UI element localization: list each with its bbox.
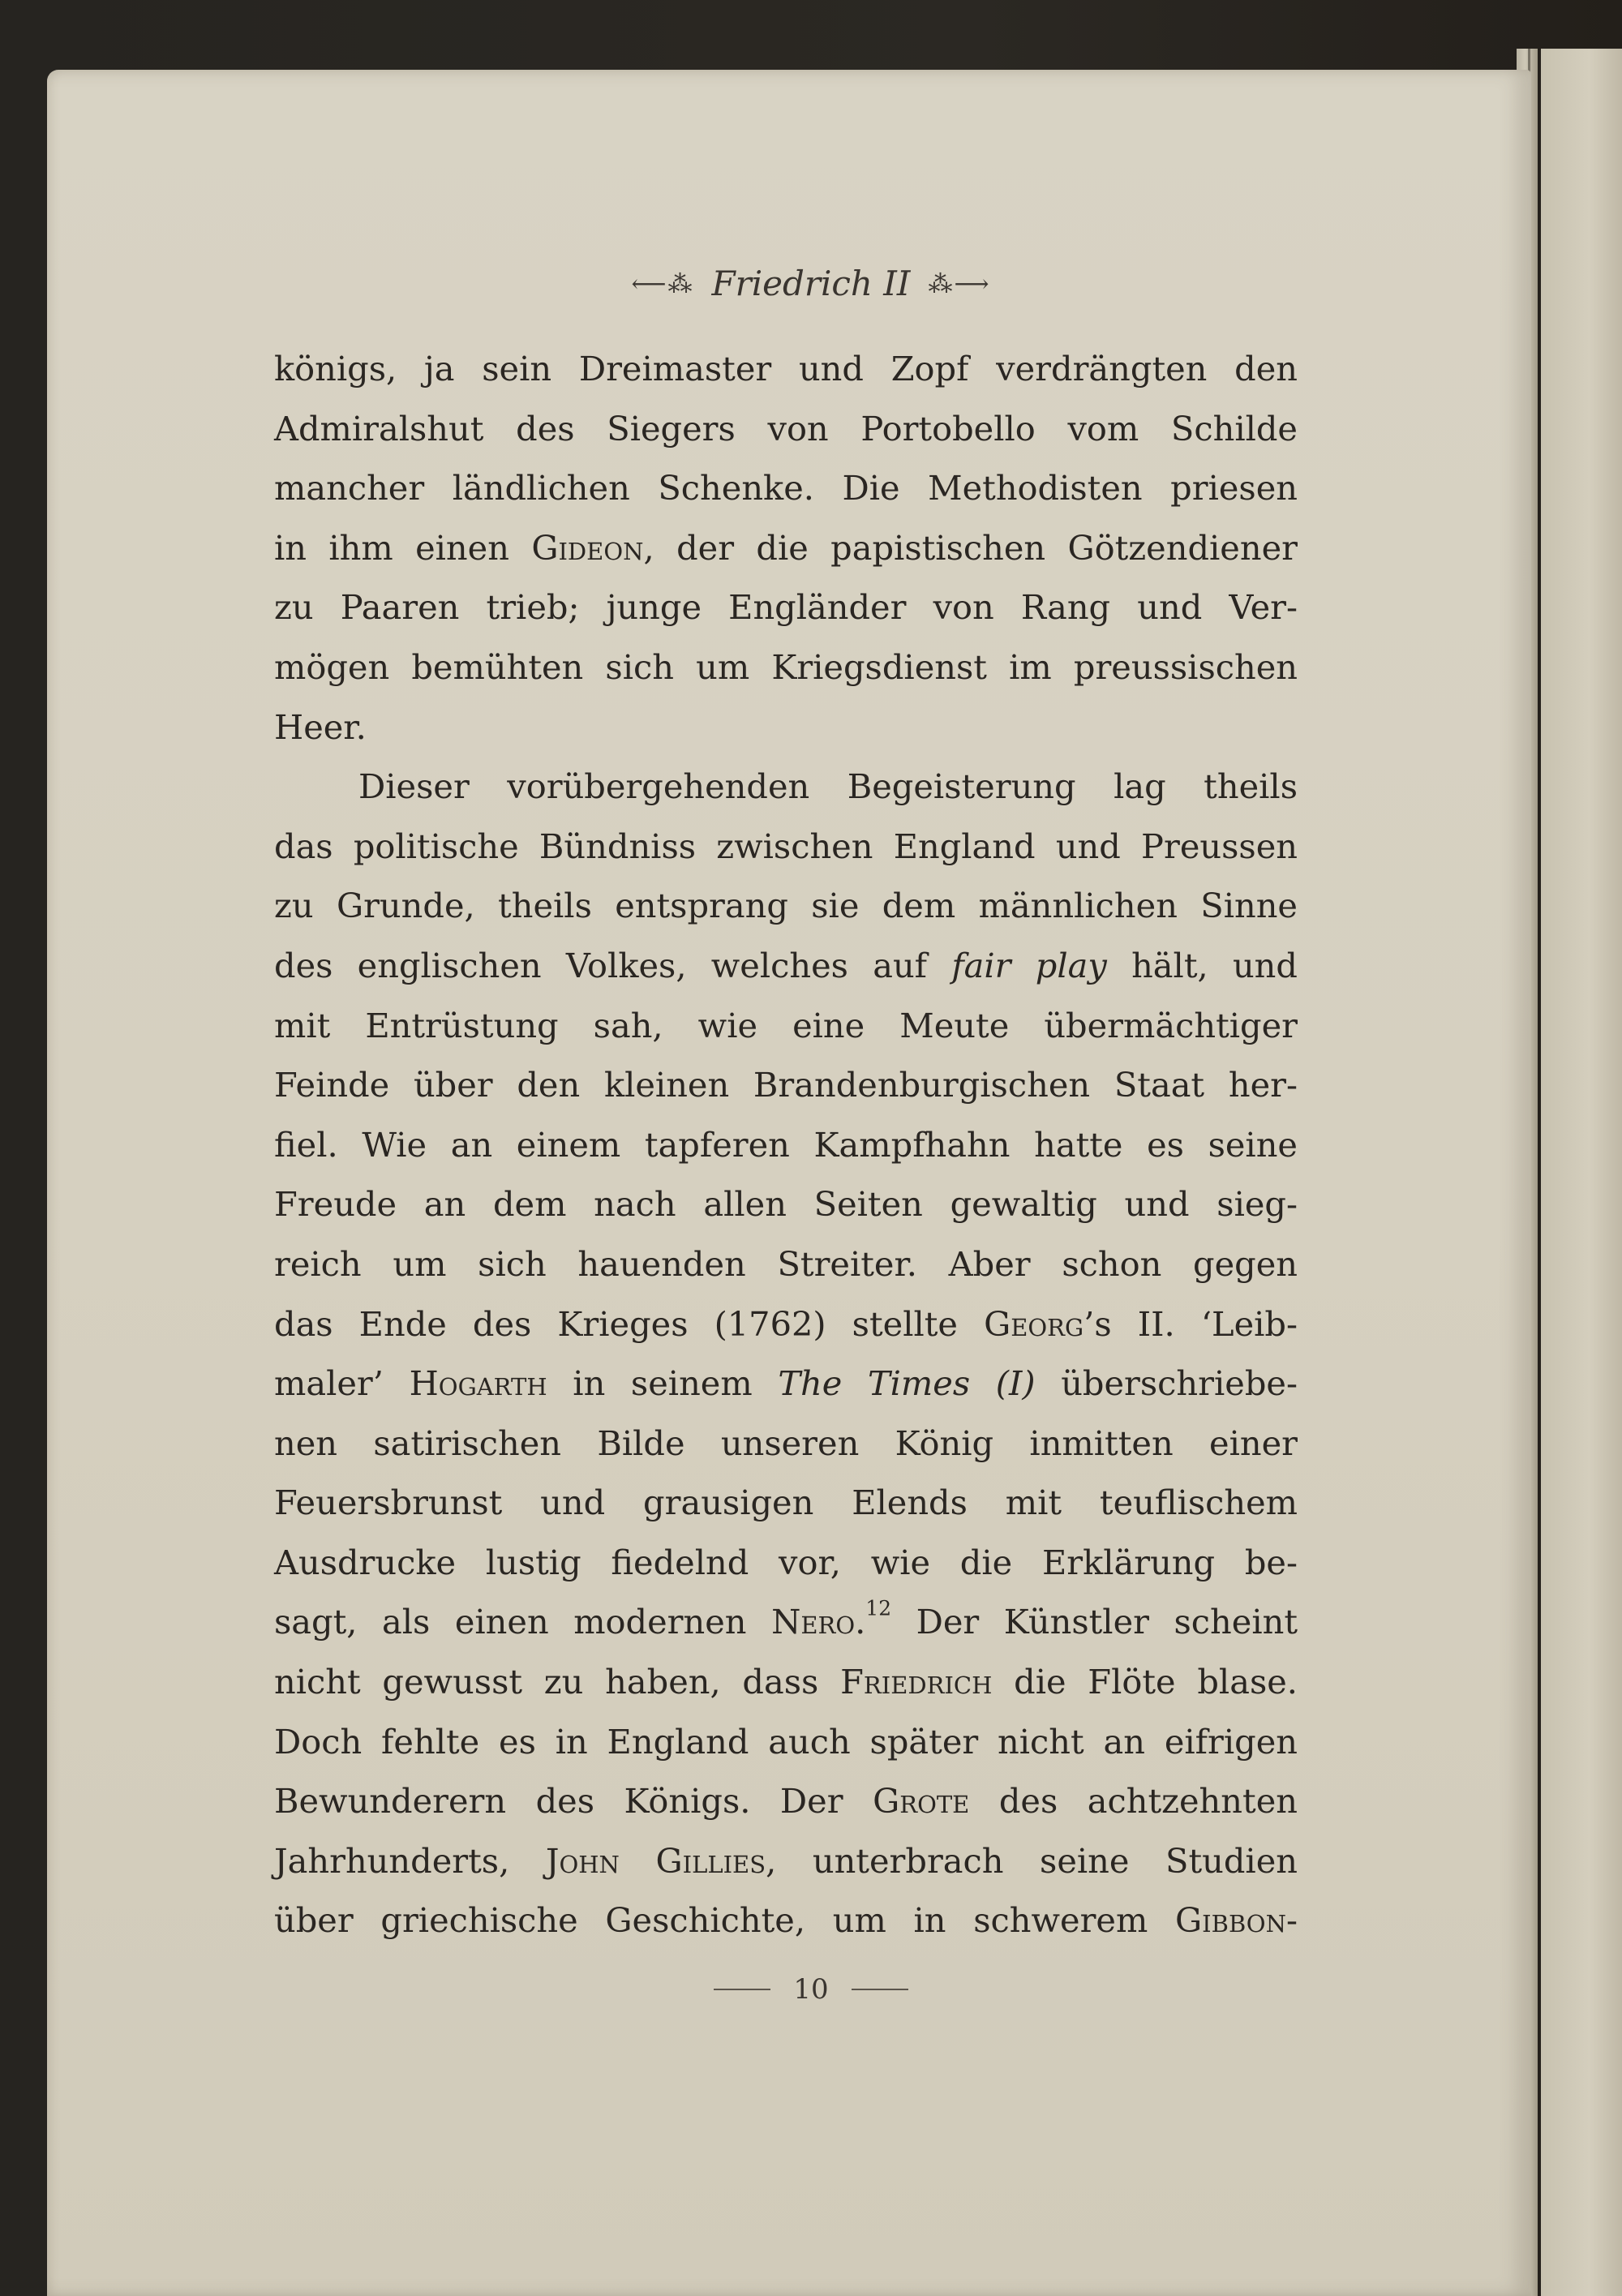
ornament-left-icon: ⟵⁂ (631, 270, 694, 298)
name-john-gillies: John Gillies (545, 1840, 766, 1881)
page-folio (0, 1973, 1622, 2006)
text-line: Heer. (274, 706, 367, 747)
name-gibbon: Gibbon- (1175, 1900, 1298, 1941)
text-line: mit Entrüstung sah, wie eine Meute übermächtiger (274, 1005, 1298, 1045)
name-friedrich: Friedrich (840, 1662, 993, 1702)
next-page-edge (1541, 49, 1622, 2296)
text-line: Ausdrucke lustig fiedelnd vor, wie die Erklärung be- (274, 1542, 1298, 1582)
text-line: Jahrhunderts, John Gillies, unterbrach seine Studien (274, 1840, 1298, 1881)
text-line: in ihm einen Gideon, der die papistischen Götzendiener (274, 527, 1298, 568)
name-hogarth: Hogarth (409, 1363, 547, 1404)
running-head-title: Friedrich II (711, 264, 911, 303)
name-grote: Grote (873, 1781, 970, 1822)
text-line: nen satirischen Bilde unseren König inmitten einer (274, 1423, 1298, 1463)
text-line: Bewunderern des Königs. Der Grote des achtzehnten (274, 1781, 1298, 1822)
italic-the-times: The Times (I) (778, 1363, 1036, 1404)
name-nero: Nero (771, 1602, 856, 1642)
text-line: Freude an dem nach allen Seiten gewaltig und sieg- (274, 1184, 1298, 1225)
text-line: mögen bemühten sich um Kriegsdienst im preussischen (274, 646, 1298, 687)
text-line: das Ende des Krieges (1762) stellte Georg’s II. ‘Leib- (274, 1303, 1298, 1344)
text-line: Admiralshut des Siegers von Portobello vom Schilde (274, 408, 1298, 448)
text-line: Feinde über den kleinen Brandenburgischen Staat her- (274, 1065, 1298, 1105)
text-line: nicht gewusst zu haben, dass Friedrich die Flöte blase. (274, 1662, 1298, 1702)
folio-dash-right (852, 1989, 908, 1990)
name-gideon: Gideon (531, 527, 644, 568)
text-line: das politische Bündniss zwischen England und Preussen (274, 826, 1298, 866)
text-line: über griechische Geschichte, um in schwerem Gibbon- (274, 1900, 1298, 1941)
text-line: mancher ländlichen Schenke. Die Methodisten priesen (274, 468, 1298, 509)
name-georg: Georg (984, 1303, 1084, 1344)
text-line: reich um sich hauenden Streiter. Aber schon gegen (274, 1243, 1298, 1284)
footnote-marker: 12 (865, 1597, 892, 1621)
text-line: fiel. Wie an einem tapferen Kampfhahn hatte es seine (274, 1124, 1298, 1165)
body-text (274, 339, 1298, 1951)
folio-dash-left (714, 1989, 770, 1990)
text-line-paragraph-start: Dieser vorübergehenden Begeisterung lag theils (358, 766, 1298, 807)
italic-fair-play: fair play (951, 945, 1107, 985)
text-line: sagt, als einen modernen Nero.$^{12}$ Der Künstler scheint (274, 1597, 1298, 1642)
running-head (0, 264, 1622, 303)
text-line: Feuersbrunst und grausigen Elends mit teuflischem (274, 1483, 1298, 1523)
text-line: königs, ja sein Dreimaster und Zopf verdrängten den (274, 349, 1298, 388)
page-number: 10 (793, 1973, 829, 2006)
text-line: zu Paaren trieb; junge Engländer von Rang und Ver- (274, 587, 1298, 628)
ornament-right-icon: ⁂⟶ (928, 270, 991, 298)
text-line: des englischen Volkes, welches auf fair play hält, und (274, 945, 1298, 985)
text-line: Doch fehlte es in England auch später nicht an eifrigen (274, 1721, 1298, 1762)
text-line: zu Grunde, theils entsprang sie dem männlichen Sinne (274, 886, 1298, 926)
text-line: maler’ Hogarth in seinem The Times (I) überschriebe- (274, 1363, 1298, 1404)
